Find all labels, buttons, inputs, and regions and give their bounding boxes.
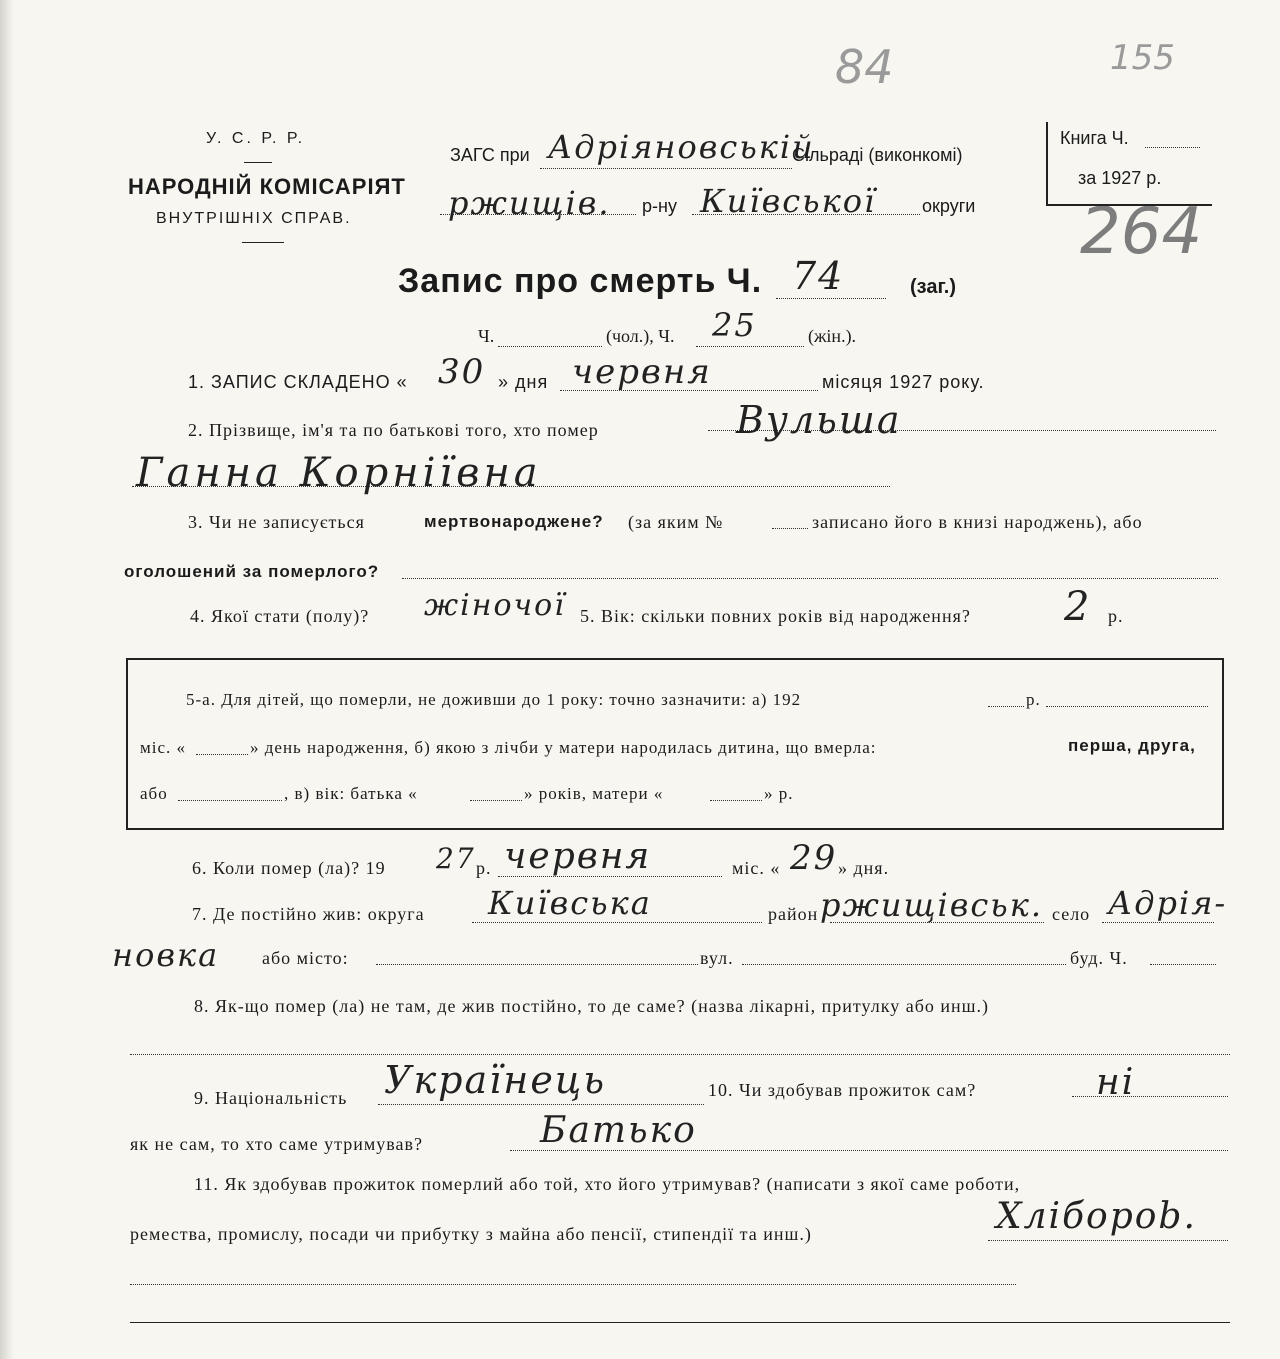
q8-label: 8. Як-що помер (ла) не там, де жив постійно, то де саме? (назва лікарні, притулку або инш.) xyxy=(194,996,989,1016)
q4-sex-value: жіночої xyxy=(424,588,566,623)
q11-occupation-value: Хліборob. xyxy=(996,1196,1197,1237)
q5a-month-line xyxy=(196,754,248,755)
q1-day-value: 30 xyxy=(438,352,486,392)
q7-selo-value: Адрія- xyxy=(1108,884,1228,922)
q7-selo-line xyxy=(1102,922,1214,923)
ministry-title: НАРОДНІЙ КОМІСАРІЯТ xyxy=(128,174,406,199)
zags-suffix: Сільраді (виконкомі) xyxy=(792,145,963,165)
q5a-year-line xyxy=(988,706,1024,707)
pencil-mark-84: 84 xyxy=(835,40,894,94)
q7-okrug-line xyxy=(472,922,762,923)
q11-occupation-line xyxy=(988,1240,1228,1241)
q5a-line1-rest xyxy=(1046,706,1208,707)
zags-prefix: ЗАГС при xyxy=(450,145,530,165)
q6-day-value: 29 xyxy=(790,838,838,878)
q10-value: ні xyxy=(1096,1062,1136,1103)
zags-okrug-value: Київської xyxy=(700,182,877,220)
q5-label: 5. Вік: скільки повних років від народження? xyxy=(580,606,971,626)
q3-mid: (за яким № xyxy=(628,512,724,532)
q9-label: 9. Національність xyxy=(194,1088,348,1108)
book-label: Книга Ч. xyxy=(1060,128,1129,148)
page-edge-shadow xyxy=(0,0,14,1359)
q7-city-label: або місто: xyxy=(262,948,349,968)
q7-rayon-value: ржищівськ. xyxy=(820,886,1043,924)
q5a-father-line xyxy=(470,800,522,801)
q7-house-line xyxy=(1150,964,1216,965)
q10-label: 10. Чи здобував прожиток сам? xyxy=(708,1080,977,1100)
q6-label: 6. Коли помер (ла)? 19 xyxy=(192,858,386,878)
q5a-mother-label: » років, матери « xyxy=(524,784,664,803)
q2-name-value: Ганна Корніївна xyxy=(136,450,542,496)
q3-declared-dead: оголошений за померлого? xyxy=(124,562,380,581)
zags-okrug-label: округи xyxy=(922,196,976,216)
q5a-order: перша, друга, xyxy=(1068,736,1196,755)
q7-city-line xyxy=(376,964,698,965)
q10b-label: як не сам, то хто саме утримував? xyxy=(130,1134,423,1154)
q3-rest: записано його в книзі народжень), або xyxy=(812,512,1143,532)
q6-year-unit: р. xyxy=(476,858,492,878)
q5a-or: або xyxy=(140,784,168,803)
q1-day-label: » дня xyxy=(498,372,549,392)
q4-label: 4. Якої стати (полу)? xyxy=(190,606,370,626)
record-number-value: 74 xyxy=(792,254,845,298)
q6-month-label: міс. « xyxy=(732,858,781,878)
subtitle-women: (жін.). xyxy=(808,326,857,346)
subtitle-ch: Ч. xyxy=(478,326,495,346)
q5a-father-label: , в) вік: батька « xyxy=(284,784,418,803)
q3-stillborn: мертвонароджене? xyxy=(424,512,604,531)
q2-label: 2. Прізвище, ім'я та по батькові того, хто помер xyxy=(188,420,599,440)
zags-council-value: Адріяновській xyxy=(548,128,815,166)
q9-nationality-value: Українець xyxy=(384,1058,607,1102)
q5-age-value: 2 xyxy=(1064,584,1092,630)
zags-council-line xyxy=(540,168,792,169)
q7-rayon-label: район xyxy=(768,904,819,924)
header-divider-bottom xyxy=(242,242,284,243)
page-bottom-rule xyxy=(130,1322,1230,1323)
q11-line2: ремества, промислу, посади чи прибутку з майна або пенсії, стипендії та инш.) xyxy=(130,1224,812,1244)
q2-surname-value: Вульша xyxy=(736,398,902,442)
pencil-mark-264: 264 xyxy=(1080,195,1203,269)
book-number-line xyxy=(1145,147,1200,148)
q5a-mother-unit: » р. xyxy=(764,784,794,803)
q6-day-label: » дня. xyxy=(838,858,890,878)
q1-month-value: червня xyxy=(572,352,712,392)
header-divider-top xyxy=(244,162,272,163)
q9-line xyxy=(378,1104,704,1105)
q7-street-line xyxy=(742,964,1066,965)
q8-answer-line xyxy=(130,1054,1230,1055)
q5a-year-unit: р. xyxy=(1026,690,1041,709)
q10b-value: Батько xyxy=(540,1110,697,1151)
q1-label: 1. ЗАПИС СКЛАДЕНО « xyxy=(188,372,408,392)
pencil-mark-155: 155 xyxy=(1110,38,1175,78)
women-number-line xyxy=(696,346,804,347)
q7-selo-value-cont: новка xyxy=(112,936,220,974)
q7-label: 7. Де постійно жив: округа xyxy=(192,904,425,924)
record-title-suffix: (заг.) xyxy=(910,276,957,298)
q7-house-label: буд. Ч. xyxy=(1070,948,1128,968)
q7-okrug-value: Київська xyxy=(488,884,652,922)
q3-number-line xyxy=(772,528,808,529)
q1-year-text: місяця 1927 року. xyxy=(822,372,985,392)
zags-district-label: р-ну xyxy=(642,196,677,216)
q5a-order-line xyxy=(178,800,282,801)
q5a-line2: » день народження, б) якою з лічби у матери народилась дитина, що вмерла: xyxy=(250,738,877,757)
q5a-line1: 5-а. Для дітей, що померли, не доживши до 1 року: точно зазначити: а) 192 xyxy=(186,690,802,709)
q5a-month-label: міс. « xyxy=(140,738,187,757)
book-year: за 1927 р. xyxy=(1078,168,1162,188)
ministry-subtitle: ВНУТРІШНІХ СПРАВ. xyxy=(156,210,352,227)
q11-answer-line xyxy=(130,1284,1016,1285)
q6-month-value: червня xyxy=(504,836,652,877)
q5-age-unit: р. xyxy=(1108,606,1124,626)
women-number-value: 25 xyxy=(712,306,757,344)
q3-label: 3. Чи не записується xyxy=(188,512,365,532)
q5a-mother-line xyxy=(710,800,762,801)
men-number-line xyxy=(498,346,602,347)
zags-district-value: ржищів. xyxy=(448,184,611,222)
q3-declared-line xyxy=(402,578,1218,579)
q7-street-label: вул. xyxy=(700,948,734,968)
record-title: Запис про смерть Ч. xyxy=(398,262,763,300)
record-number-line xyxy=(776,298,886,299)
republic-label: У. С. Р. Р. xyxy=(206,130,306,147)
q6-year-value: 27 xyxy=(436,842,476,875)
q7-selo-label: село xyxy=(1052,904,1091,924)
subtitle-men: (чол.), Ч. xyxy=(606,326,675,346)
q11-line1: 11. Як здобував прожиток померлий або той, хто його утримував? (написати з якої саме роботи, xyxy=(194,1174,1021,1194)
